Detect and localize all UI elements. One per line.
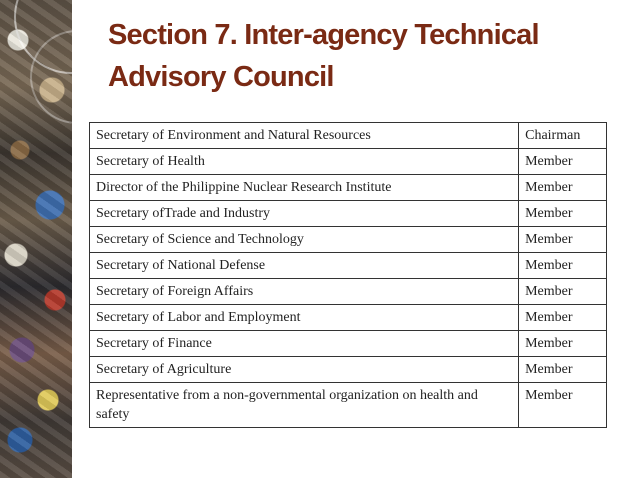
slide-title-line1: Section 7. Inter-agency Technical [108,19,539,51]
role-cell: Member [519,149,607,175]
table-row [90,357,607,383]
position-cell: Secretary ofTrade and Industry [90,201,519,227]
table-row [90,383,607,428]
position-cell: Representative from a non-governmental organization on health and safety [90,383,519,428]
role-cell: Member [519,227,607,253]
role-cell: Member [519,305,607,331]
table-row [90,305,607,331]
position-cell: Secretary of Agriculture [90,357,519,383]
table-row [90,175,607,201]
table-row [90,331,607,357]
table-row [90,123,607,149]
position-cell: Director of the Philippine Nuclear Research Institute [90,175,519,201]
role-cell: Member [519,331,607,357]
decorative-ring [14,0,72,74]
position-cell: Secretary of Labor and Employment [90,305,519,331]
role-cell: Member [519,357,607,383]
role-cell: Member [519,383,607,428]
slide-title [108,14,608,98]
role-cell: Member [519,175,607,201]
position-cell: Secretary of Health [90,149,519,175]
table-row [90,227,607,253]
table-row [90,253,607,279]
position-cell: Secretary of National Defense [90,253,519,279]
table-row [90,201,607,227]
table-row [90,149,607,175]
decorative-waste-photo [0,0,72,478]
slide-title-line2: Advisory Council [108,61,334,93]
role-cell: Member [519,253,607,279]
decorative-ring [30,30,72,124]
position-cell: Secretary of Finance [90,331,519,357]
position-cell: Secretary of Foreign Affairs [90,279,519,305]
role-cell: Member [519,279,607,305]
role-cell: Member [519,201,607,227]
role-cell: Chairman [519,123,607,149]
position-cell: Secretary of Science and Technology [90,227,519,253]
table-row [90,279,607,305]
position-cell: Secretary of Environment and Natural Resources [90,123,519,149]
council-members-table [89,122,607,428]
